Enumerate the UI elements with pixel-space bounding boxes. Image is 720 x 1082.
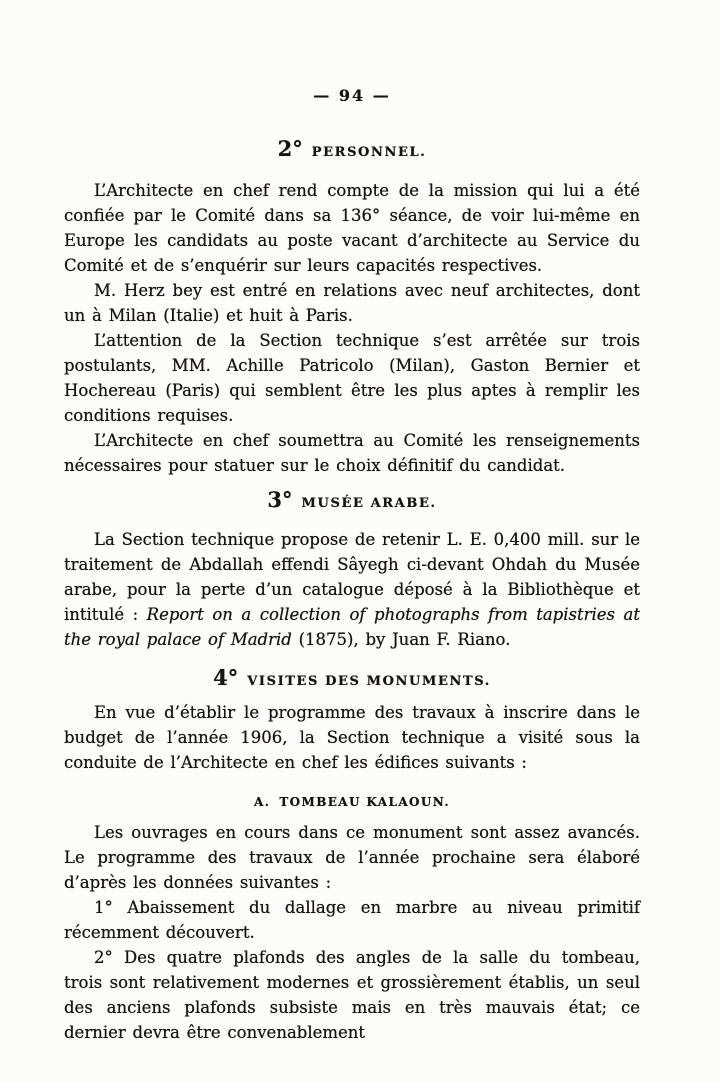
section-personnel bbox=[64, 136, 640, 478]
section-visites-heading bbox=[64, 665, 640, 694]
page-number: — 94 — bbox=[313, 86, 391, 105]
musee-paragraph-1 bbox=[64, 527, 640, 652]
section-visites bbox=[64, 665, 640, 1045]
musee-catalogue-title-italic: Report on a collection of photographs from tapistries at the royal palace of Madrid bbox=[64, 605, 640, 649]
subsection-tombeau-title: TOMBEAU KALAOUN. bbox=[279, 795, 450, 809]
musee-paragraph-text-start: La Section technique propose de retenir L. E. 0,400 mill. sur le traitement de Abdallah effendi Sâyegh ci-devant Ohdah du Musée arabe, pour la perte d’un catalogue déposé à la Bibliothèque et intitulé : bbox=[64, 530, 640, 624]
visites-paragraph-1: En vue d’établir le programme des travaux à inscrire dans le budget de l’année 1906, la Section technique a visité sous la conduite de l’Architecte en chef les édifices suivants : bbox=[64, 703, 640, 772]
personnel-paragraph-1: L’Architecte en chef rend compte de la mission qui lui a été confiée par le Comité dans sa 136° séance, de voir lui-même en Europe les candidats au poste vacant d’architecte au Service du Comité et de s’enquérir sur leurs capacités respectives. bbox=[64, 181, 640, 275]
section-personnel-heading bbox=[64, 136, 640, 165]
section-musee-heading bbox=[64, 487, 640, 516]
subsection-tombeau-letter: A. bbox=[254, 795, 271, 809]
section-personnel-title: PERSONNEL. bbox=[311, 145, 427, 160]
section-musee-number: 3° bbox=[267, 487, 293, 512]
personnel-paragraph-3: L’attention de la Section technique s’est arrêtée sur trois postulants, MM. Achille Patricolo (Milan), Gaston Bernier et Hochereau (Paris) qui semblent être les plus aptes à remplir les conditions requises. bbox=[64, 331, 640, 425]
tombeau-paragraph-1: Les ouvrages en cours dans ce monument sont assez avancés. Le programme des travaux de l’année prochaine sera élaboré d’après les données suivantes : bbox=[64, 823, 640, 892]
musee-paragraph-text-end: (1875), by Juan F. Riano. bbox=[291, 630, 511, 649]
subsection-tombeau-kalaoun bbox=[64, 794, 640, 1045]
section-musee-arabe bbox=[64, 487, 640, 652]
section-musee-title: MUSÉE ARABE. bbox=[301, 496, 437, 511]
personnel-paragraph-4: L’Architecte en chef soumettra au Comité les renseignements nécessaires pour statuer sur le choix définitif du candidat. bbox=[64, 431, 640, 475]
tombeau-item-2: 2° Des quatre plafonds des angles de la salle du tombeau, trois sont relativement modernes et grossièrement établis, un seul des anciens plafonds subsiste mais en très mauvais état; ce dernier devra être convenablement bbox=[64, 948, 640, 1042]
section-visites-title: VISITES DES MONUMENTS. bbox=[247, 674, 491, 689]
personnel-paragraph-2: M. Herz bey est entré en relations avec neuf architectes, dont un à Milan (Italie) et huit à Paris. bbox=[64, 281, 640, 325]
subsection-tombeau-heading bbox=[64, 794, 640, 810]
section-personnel-number: 2° bbox=[277, 136, 303, 161]
tombeau-item-1: 1° Abaissement du dallage en marbre au niveau primitif récemment découvert. bbox=[64, 898, 640, 942]
section-visites-number: 4° bbox=[213, 665, 239, 690]
